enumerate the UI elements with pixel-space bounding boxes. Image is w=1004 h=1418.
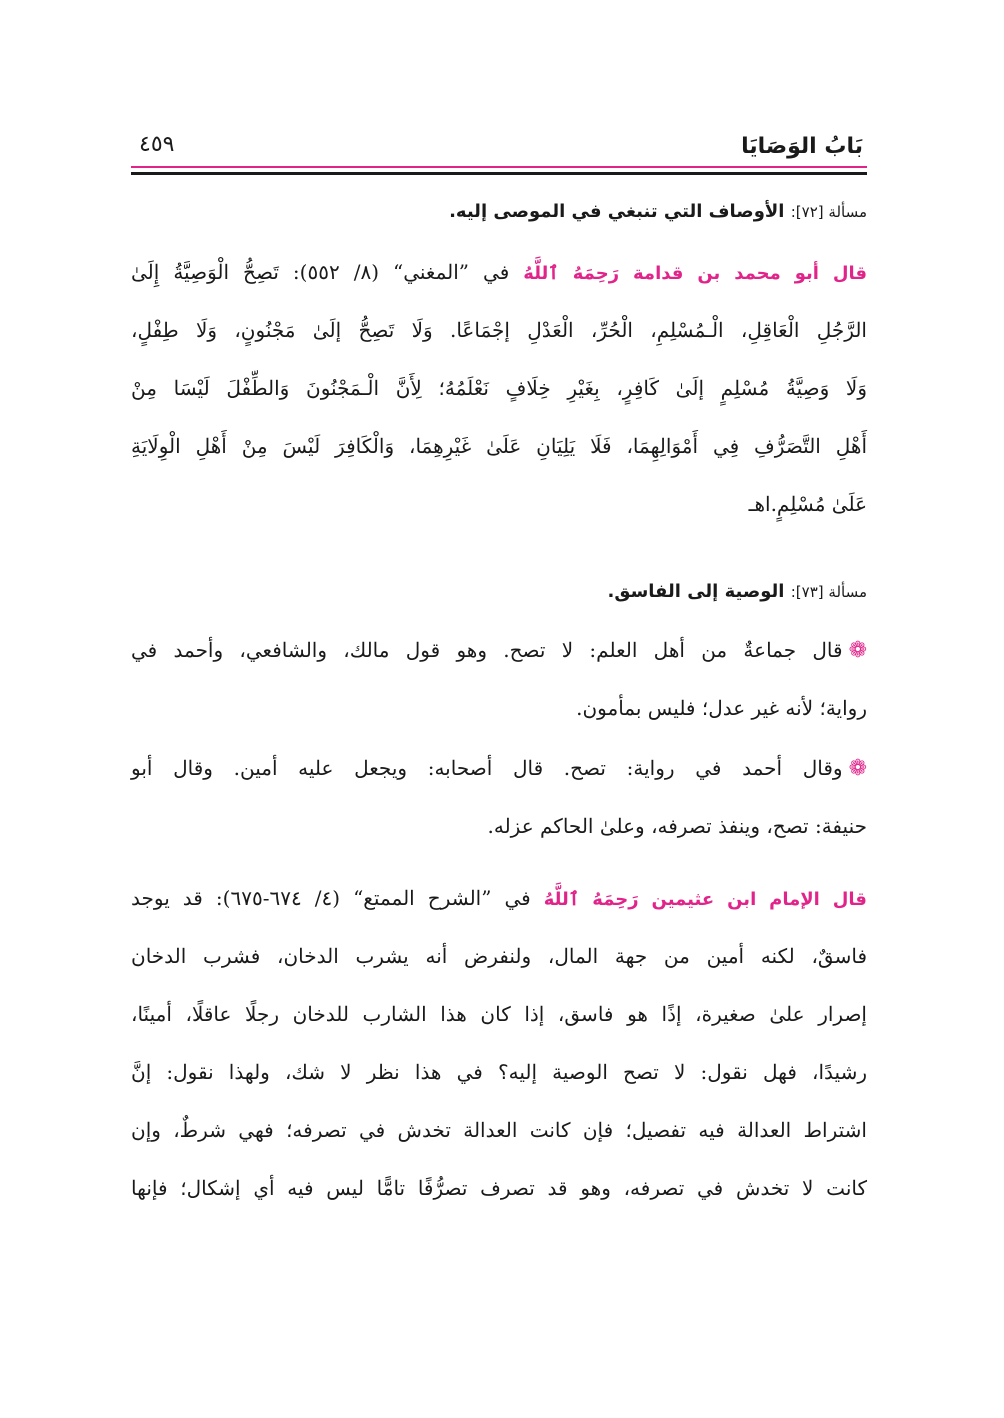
quote-2-text-start: قد يوجد xyxy=(131,886,203,910)
quote-2-line-3: إصرار علىٰ صغيرة، إذًا هو فاسق، إذا كان هذا الشارب للدخان رجلًا عاقلًا، أمينًا، xyxy=(131,1002,867,1026)
bullet-item-1 xyxy=(131,621,867,737)
quote-2-line-4: رشيدًا، فهل نقول: لا تصح الوصية إليه؟ في هذا نظر لا شك، ولهذا نقول: إنَّ xyxy=(131,1060,867,1084)
flower-icon: ❁ xyxy=(848,756,867,781)
quote-1-intro: في ”المغني“ (٨/ ٥٥٢): xyxy=(292,260,510,284)
issue-72-heading xyxy=(131,192,867,232)
header-rule xyxy=(131,172,867,175)
quote-2-line-6: كانت لا تخدش في تصرفه، وهو قد تصرف تصرُّفًا تامًّا ليس فيه أي إشكال؛ فإنها xyxy=(131,1176,867,1200)
document-page xyxy=(131,0,867,1418)
quote-1-line-3: وَلَا وَصِيَّةُ مُسْلِمٍ إلَىٰ كَافِرٍ، بِغَيْرِ خِلَافٍ نَعْلَمُهُ؛ لِأَنَّ الْـمَجْنُونَ وَالطِّفْلَ لَيْسَا مِنْ xyxy=(131,376,867,400)
header-rule-accent xyxy=(131,166,867,168)
bullet-item-2 xyxy=(131,739,867,855)
quote-2-line-5: اشتراط العدالة فيه تفصيل؛ فإن كانت العدالة تخدش في تصرفه؛ فهي شرطٌ، وإن xyxy=(131,1118,867,1142)
issue-72-label: مسألة [٧٢]: xyxy=(790,203,867,221)
quote-2-line-2: فاسقٌ، لكنه أمين من جهة المال، ولنفرض أنه يشرب الدخان، فشرب الدخان xyxy=(131,944,867,968)
running-title: بَابُ الوَصَايَا xyxy=(741,134,863,159)
page-header xyxy=(131,128,867,168)
quote-1-text-start: تَصِحُّ الْوَصِيَّةُ إِلَىٰ xyxy=(131,260,279,284)
quote-2-line-1 xyxy=(131,869,867,927)
quote-2-intro: في ”الشرح الممتع“ (٤/ ٦٧٤-٦٧٥): xyxy=(215,886,531,910)
quote-1-line-4: أَهْلِ التَّصَرُّفِ فِي أَمْوَالِهِمَا، فَلَا يَلِيَانِ عَلَىٰ غَيْرِهِمَا، وَالْكَافِرَ لَيْسَ مِنْ أَهْلِ الْوِلَايَةِ xyxy=(131,434,867,458)
bullet-2-text: وقال أحمد في رواية: تصح. قال أصحابه: ويجعل عليه أمين. وقال أبو xyxy=(131,756,843,780)
flower-icon: ❁ xyxy=(848,638,867,663)
bullet-1-line-2: رواية؛ لأنه غير عدل؛ فليس بمأمون. xyxy=(576,696,867,720)
quote-1-speaker: قال أبو محمد بن قدامة رَحِمَهُ ٱللَّهُ xyxy=(523,263,868,284)
quote-1-line-1 xyxy=(131,243,867,301)
quote-ibn-uthaymin xyxy=(131,869,867,1217)
bullet-2-line-1 xyxy=(131,739,867,797)
page-number: ٤٥٩ xyxy=(139,132,175,157)
quote-1-line-2: الرَّجُلِ الْعَاقِلِ، الْـمُسْلِمِ، الْحُرِّ، الْعَدْلِ إجْمَاعًا. وَلَا تَصِحُّ إلَىٰ مَجْنُونٍ، وَلَا طِفْلٍ، xyxy=(131,318,867,342)
quote-ibn-qudama xyxy=(131,243,867,533)
issue-73-label: مسألة [٧٣]: xyxy=(790,583,867,601)
quote-1-line-5: عَلَىٰ مُسْلِمٍ.اهـ xyxy=(748,492,867,516)
bullet-1-text: قال جماعةٌ من أهل العلم: لا تصح. وهو قول مالك، والشافعي، وأحمد في xyxy=(131,638,843,662)
quote-2-speaker: قال الإمام ابن عثيمين رَحِمَهُ ٱللَّهُ xyxy=(543,889,867,910)
issue-73-heading xyxy=(131,572,867,612)
issue-73-title: الوصية إلى الفاسق. xyxy=(607,581,785,602)
issue-72-title: الأوصاف التي تنبغي في الموصى إليه. xyxy=(449,201,785,222)
bullet-2-line-2: حنيفة: تصح، وينفذ تصرفه، وعلىٰ الحاكم عزله. xyxy=(487,814,867,838)
bullet-1-line-1 xyxy=(131,621,867,679)
